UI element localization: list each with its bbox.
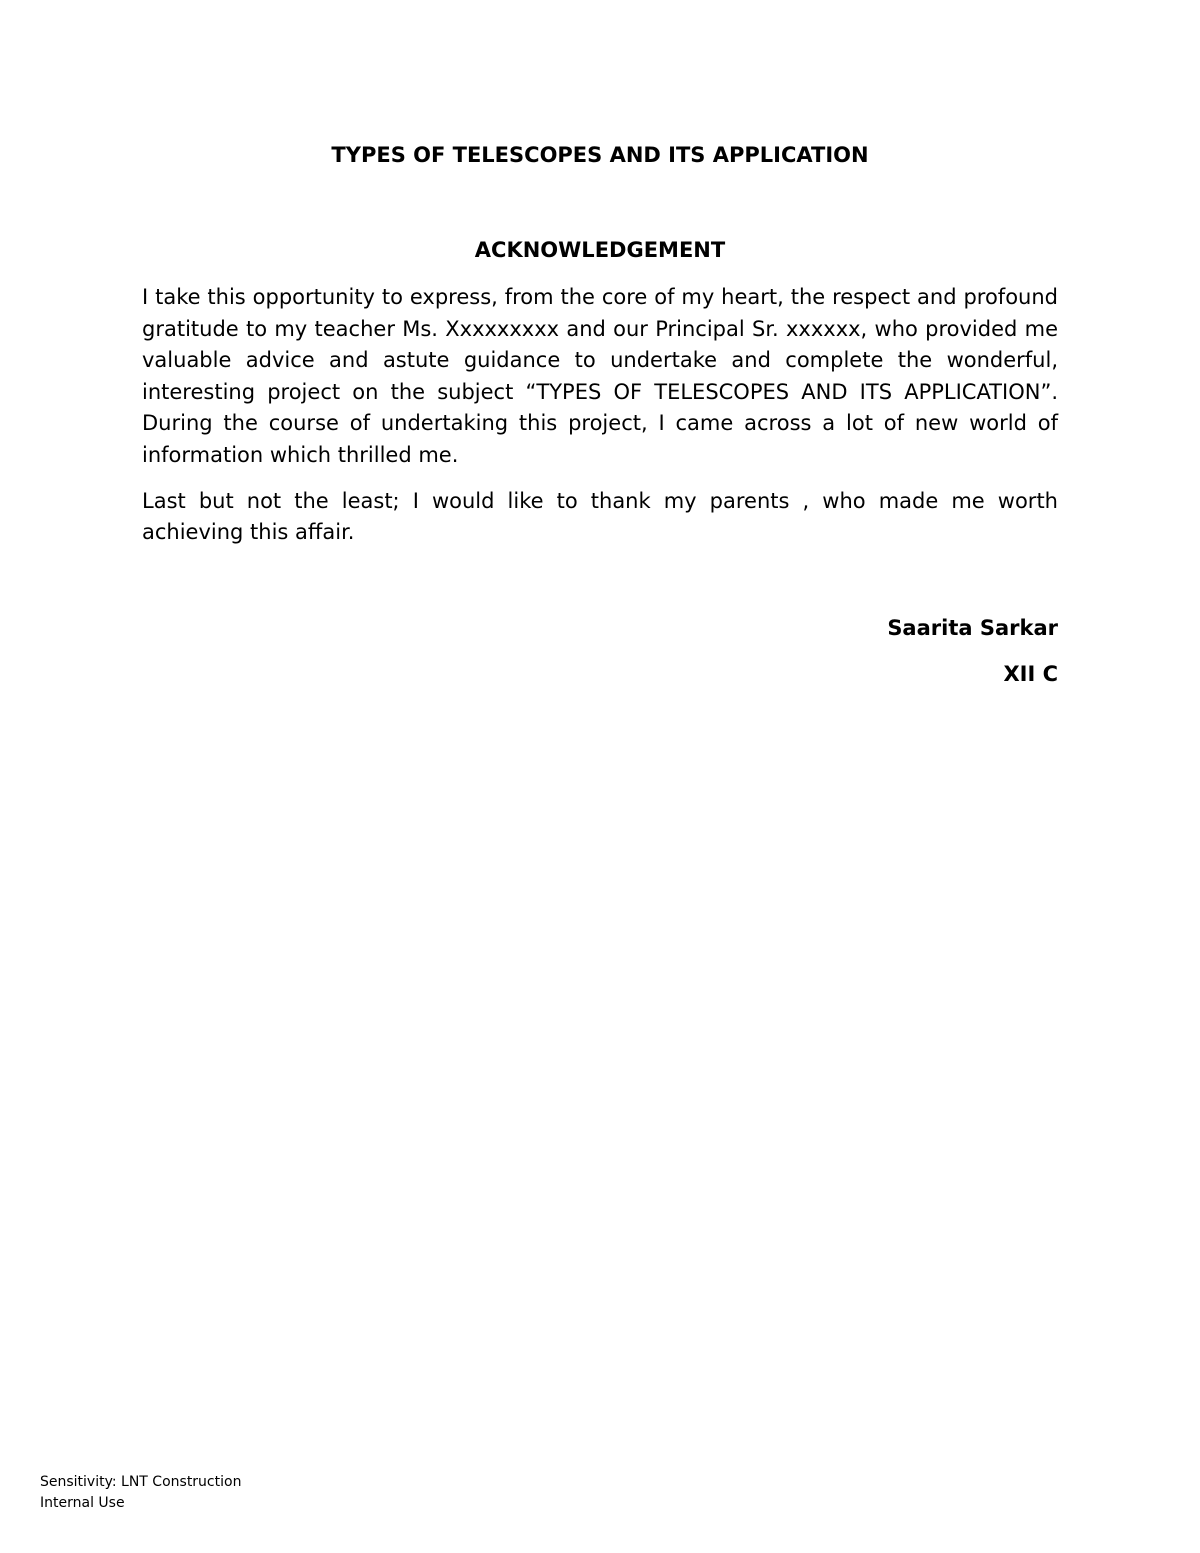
paragraph: I take this opportunity to express, from the core of my heart, the respect and profound gratitude to my teacher Ms. Xxxxxxxxx and our Principal Sr. xxxxxx, who provided me valuable advice and astute guidance to undertake and complete the wonderful, interesting project on the subject “TYPES OF TELESCOPES AND ITS APPLICATION”. During the course of undertaking this project, I came across a lot of new world of information which thrilled me.	[142, 285, 1058, 467]
sensitivity-footer	[40, 1472, 241, 1514]
footer-line: Internal Use	[40, 1495, 125, 1511]
paragraph: Last but not the least; I would like to thank my parents , who made me worth achieving this affair.	[142, 488, 1058, 545]
section-heading: ACKNOWLEDGEMENT	[474, 238, 726, 262]
signature-block	[887, 613, 1058, 705]
footer-line: Sensitivity: LNT Construction	[40, 1474, 242, 1490]
signature-class: XII C	[1003, 662, 1058, 686]
acknowledgement-body	[142, 282, 1058, 563]
document-title: TYPES OF TELESCOPES AND ITS APPLICATION	[331, 143, 869, 167]
signature-name: Saarita Sarkar	[887, 616, 1058, 640]
